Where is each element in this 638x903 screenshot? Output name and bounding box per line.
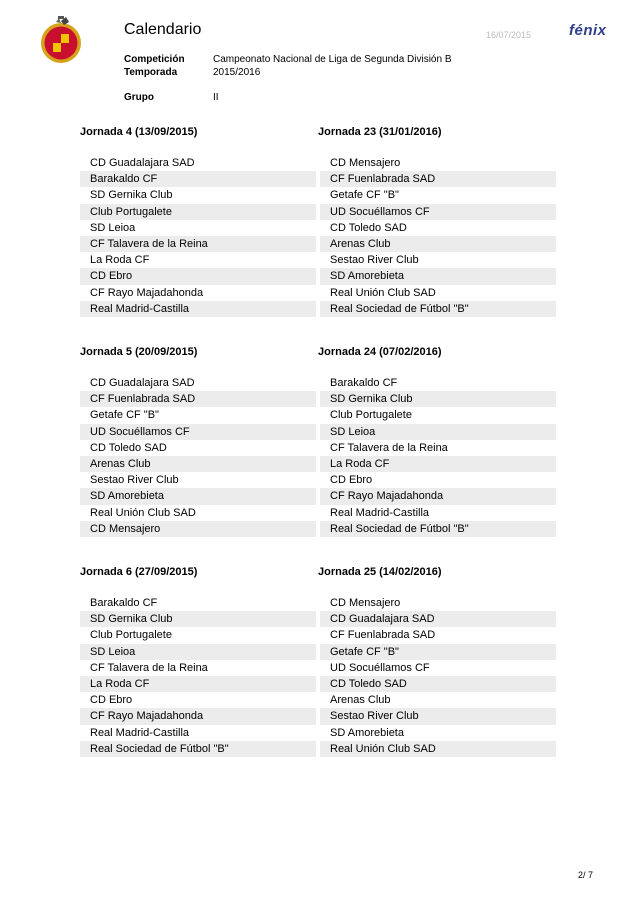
team-row: Real Sociedad de Fútbol "B" <box>80 741 316 757</box>
team-row: Sestao River Club <box>320 708 556 724</box>
team-row: CD Ebro <box>90 694 133 707</box>
team-row: CF Talavera de la Reina <box>80 236 316 252</box>
team-row: CF Rayo Majadahonda <box>90 286 204 299</box>
team-row: Barakaldo CF <box>330 377 398 389</box>
team-row: Real Madrid-Castilla <box>90 726 190 739</box>
team-row: Sestao River Club <box>90 474 179 487</box>
team-row: CF Fuenlabrada SAD <box>320 171 556 187</box>
federation-crest-icon <box>36 14 86 66</box>
team-row: La Roda CF <box>90 254 150 267</box>
team-list <box>80 375 316 537</box>
team-row: Sestao River Club <box>330 254 419 267</box>
team-row: Real Madrid-Castilla <box>330 506 430 519</box>
team-row: CF Talavera de la Reina <box>90 661 208 674</box>
team-row: Arenas Club <box>320 236 556 252</box>
team-row: CD Guadalajara SAD <box>90 157 195 169</box>
team-row: CF Rayo Majadahonda <box>80 708 316 724</box>
page-header <box>0 0 638 60</box>
team-list <box>80 155 316 317</box>
team-row: SD Amorebieta <box>330 726 404 739</box>
jornada-title: Jornada 24 (07/02/2016) <box>318 346 442 358</box>
group-value: II <box>213 92 219 103</box>
team-row: Getafe CF "B" <box>320 644 556 660</box>
team-row: Club Portugalete <box>80 204 316 220</box>
team-row: CD Mensajero <box>80 521 316 537</box>
team-row: UD Socuéllamos CF <box>80 424 316 440</box>
team-row: CD Toledo SAD <box>320 676 556 692</box>
team-row: Getafe CF "B" <box>330 189 399 202</box>
team-list <box>320 595 556 757</box>
team-list <box>80 595 316 757</box>
team-row: SD Leioa <box>80 644 316 660</box>
team-row: Barakaldo CF <box>90 597 158 609</box>
page-number: 2/ 7 <box>578 870 594 880</box>
team-row: Real Unión Club SAD <box>330 286 436 299</box>
team-row: CF Fuenlabrada SAD <box>80 391 316 407</box>
team-row: CF Talavera de la Reina <box>330 441 448 454</box>
team-list <box>320 155 556 317</box>
jornada-title: Jornada 6 (27/09/2015) <box>80 566 198 578</box>
team-row: SD Gernika Club <box>320 391 556 407</box>
team-row: CD Guadalajara SAD <box>90 377 195 389</box>
team-row: SD Amorebieta <box>320 268 556 284</box>
team-row: Arenas Club <box>330 694 391 707</box>
competition-label: Competición <box>124 54 185 65</box>
page-title: Calendario <box>124 21 202 38</box>
team-row: CD Ebro <box>330 474 373 487</box>
group-label: Grupo <box>124 92 154 103</box>
team-row: Arenas Club <box>80 456 316 472</box>
team-row: Real Madrid-Castilla <box>80 301 316 317</box>
team-list <box>320 375 556 537</box>
team-row: CF Rayo Majadahonda <box>320 488 556 504</box>
jornada-title: Jornada 4 (13/09/2015) <box>80 126 198 138</box>
team-row: Real Unión Club SAD <box>90 506 196 519</box>
team-row: La Roda CF <box>320 456 556 472</box>
team-row: CD Mensajero <box>330 157 401 169</box>
team-row: SD Leioa <box>90 221 136 234</box>
team-row: CD Toledo SAD <box>330 221 407 234</box>
brand-logo: fénix <box>569 22 607 39</box>
team-row: SD Gernika Club <box>80 611 316 627</box>
team-row: Getafe CF "B" <box>90 409 159 422</box>
team-row: Club Portugalete <box>330 409 412 422</box>
team-row: SD Gernika Club <box>90 189 173 202</box>
team-row: Real Unión Club SAD <box>320 741 556 757</box>
team-row: Barakaldo CF <box>80 171 316 187</box>
team-row: CD Ebro <box>80 268 316 284</box>
competition-value: Campeonato Nacional de Liga de Segunda División B <box>213 54 452 65</box>
team-row: SD Leioa <box>320 424 556 440</box>
jornada-title: Jornada 23 (31/01/2016) <box>318 126 442 138</box>
team-row: Real Sociedad de Fútbol "B" <box>320 521 556 537</box>
team-row: CD Toledo SAD <box>90 441 167 454</box>
jornada-title: Jornada 5 (20/09/2015) <box>80 346 198 358</box>
team-row: UD Socuéllamos CF <box>320 204 556 220</box>
print-date: 16/07/2015 <box>486 30 532 40</box>
season-value: 2015/2016 <box>213 67 261 78</box>
team-row: CD Guadalajara SAD <box>320 611 556 627</box>
team-row: Real Sociedad de Fútbol "B" <box>320 301 556 317</box>
team-row: CF Fuenlabrada SAD <box>330 629 436 642</box>
jornada-title: Jornada 25 (14/02/2016) <box>318 566 442 578</box>
team-row: CD Mensajero <box>330 597 401 609</box>
team-row: SD Amorebieta <box>80 488 316 504</box>
team-row: Club Portugalete <box>90 629 172 642</box>
team-row: La Roda CF <box>80 676 316 692</box>
team-row: UD Socuéllamos CF <box>330 661 430 674</box>
season-label: Temporada <box>124 67 178 78</box>
